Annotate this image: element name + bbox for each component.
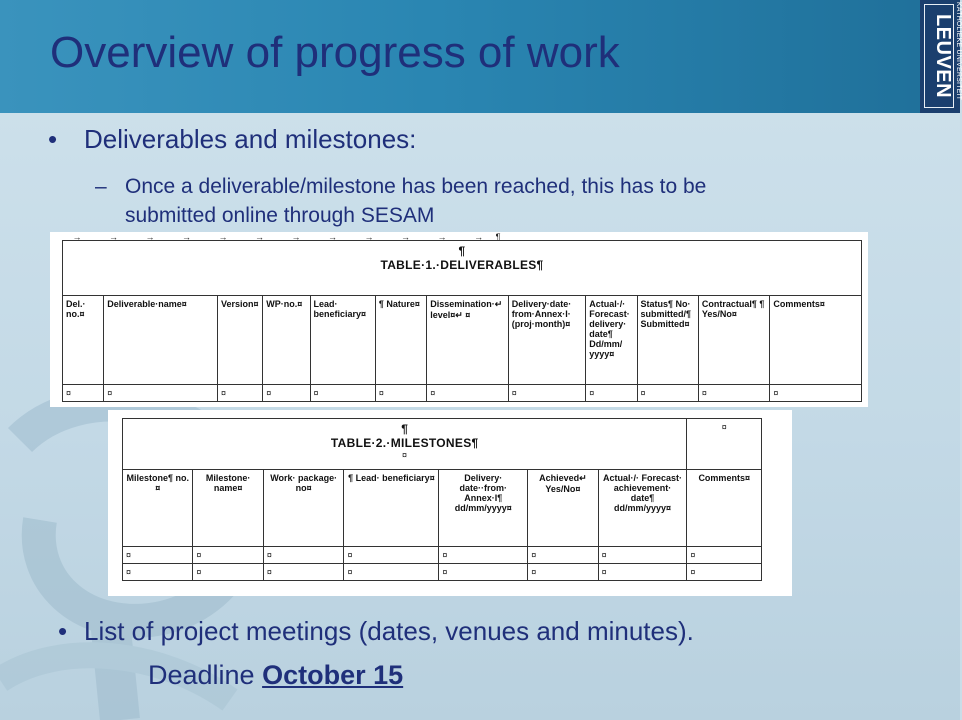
table-cell: ¤ [598,564,687,581]
header-cell: Work· package· no¤ [263,470,344,547]
pilcrow-mark: ¶ [401,422,409,436]
table-cell: ¤ [586,385,637,402]
header-cell: ¶ Lead· beneficiary¤ [344,470,439,547]
table-cell: ¤ [439,564,528,581]
table-cell: ¤ [263,547,344,564]
table-cell: ¤ [687,564,762,581]
table-cell: ¤ [439,547,528,564]
header-cell: Actual·/· Forecast· delivery· date¶ Dd/mm/ yyyy¤ [586,296,637,385]
table-title-cell [63,241,862,296]
sub-bullet-line-1: Once a deliverable/milestone has been reached, this has to be [125,175,707,198]
table-cell: ¤ [528,564,598,581]
header-cell: Dissemination·↵ level¤↵ ¤ [427,296,509,385]
deadline-label: Deadline [148,660,255,690]
bullet-project-meetings [58,616,694,647]
header-cell: Version¤ [217,296,262,385]
table-title: TABLE·1.·DELIVERABLES¶ [380,258,544,272]
table-cell: ¤ [123,547,193,564]
table-cell: ¤ [344,547,439,564]
table-title-row [123,419,762,470]
bullet-deliverables [48,124,416,155]
header-cell: Delivery·date· from·Annex·I· (proj·month)¤ [508,296,585,385]
table-row [123,564,762,581]
table-header-row [63,296,862,385]
header-cell: Lead· beneficiary¤ [310,296,375,385]
deadline-date: October 15 [262,660,404,690]
header-cell: Delivery· date··from· Annex·I¶ dd/mm/yyyy¤ [439,470,528,547]
table-row [123,547,762,564]
table-cell: ¤ [375,385,426,402]
table-cell: ¤ [598,547,687,564]
table-cell: ¤ [63,385,104,402]
table-cell: ¤ [508,385,585,402]
sub-bullet-text [125,172,706,230]
pilcrow-mark: ¶ [458,244,466,258]
table-title-cell [123,419,687,470]
table-cell: ¤ [263,385,310,402]
bullet-text: Deliverables and milestones: [84,124,417,154]
header-cell: Milestone· name¤ [193,470,263,547]
slide-title: Overview of progress of work [50,28,620,77]
deliverables-table [62,240,862,402]
deadline-line [148,660,403,691]
table-cell: ¤ [528,547,598,564]
header-cell: Del.· no.¤ [63,296,104,385]
table-cell: ¤ [123,564,193,581]
table-cell: ¤ [344,564,439,581]
table-title-row [63,241,862,296]
table-cell: ¤ [310,385,375,402]
header-cell: Deliverable·name¤ [104,296,218,385]
deliverables-table-image [50,232,868,407]
table-cell: ¤ [193,547,263,564]
table-cell: ¤ [687,419,762,470]
header-cell: Comments¤ [770,296,862,385]
table-cell: ¤ [637,385,698,402]
table-title: TABLE·2.·MILESTONES¶ [330,436,479,450]
cell-end-mark: ¤ [402,450,408,460]
table-cell: ¤ [193,564,263,581]
table-cell: ¤ [698,385,769,402]
bullet-dot: • [48,124,58,154]
sub-bullet-line-2: submitted online through SESAM [125,204,435,227]
header-cell: Status¶ No· submitted/¶ Submitted¤ [637,296,698,385]
table-cell: ¤ [427,385,509,402]
logo-subtitle: KATHOLIEKE UNIVERSITEIT [955,1,962,101]
table-cell: ¤ [217,385,262,402]
milestones-table [122,418,762,581]
table-tab-marks: → → → → → → → → → → → → ¶ [50,232,501,242]
header-cell: WP·no.¤ [263,296,310,385]
table-header-row [123,470,762,547]
table-cell: ¤ [687,547,762,564]
logo-name: LEUVEN [932,13,954,99]
sub-bullet-dash: – [95,175,107,198]
table-cell: ¤ [263,564,344,581]
table-row [63,385,862,402]
header-cell: ¶ Nature¤ [375,296,426,385]
table-cell: ¤ [104,385,218,402]
header-cell: Achieved↵ Yes/No¤ [528,470,598,547]
header-cell: Contractual¶ ¶ Yes/No¤ [698,296,769,385]
header-cell: Actual·/· Forecast· achievement· date¶ dd/mm/yyyy¤ [598,470,687,547]
header-cell: Milestone¶ no.¤ [123,470,193,547]
table-cell: ¤ [770,385,862,402]
bullet-text: List of project meetings (dates, venues and minutes). [84,616,694,646]
bullet-dot: • [58,616,68,646]
header-cell: Comments¤ [687,470,762,547]
milestones-table-image [108,410,792,596]
